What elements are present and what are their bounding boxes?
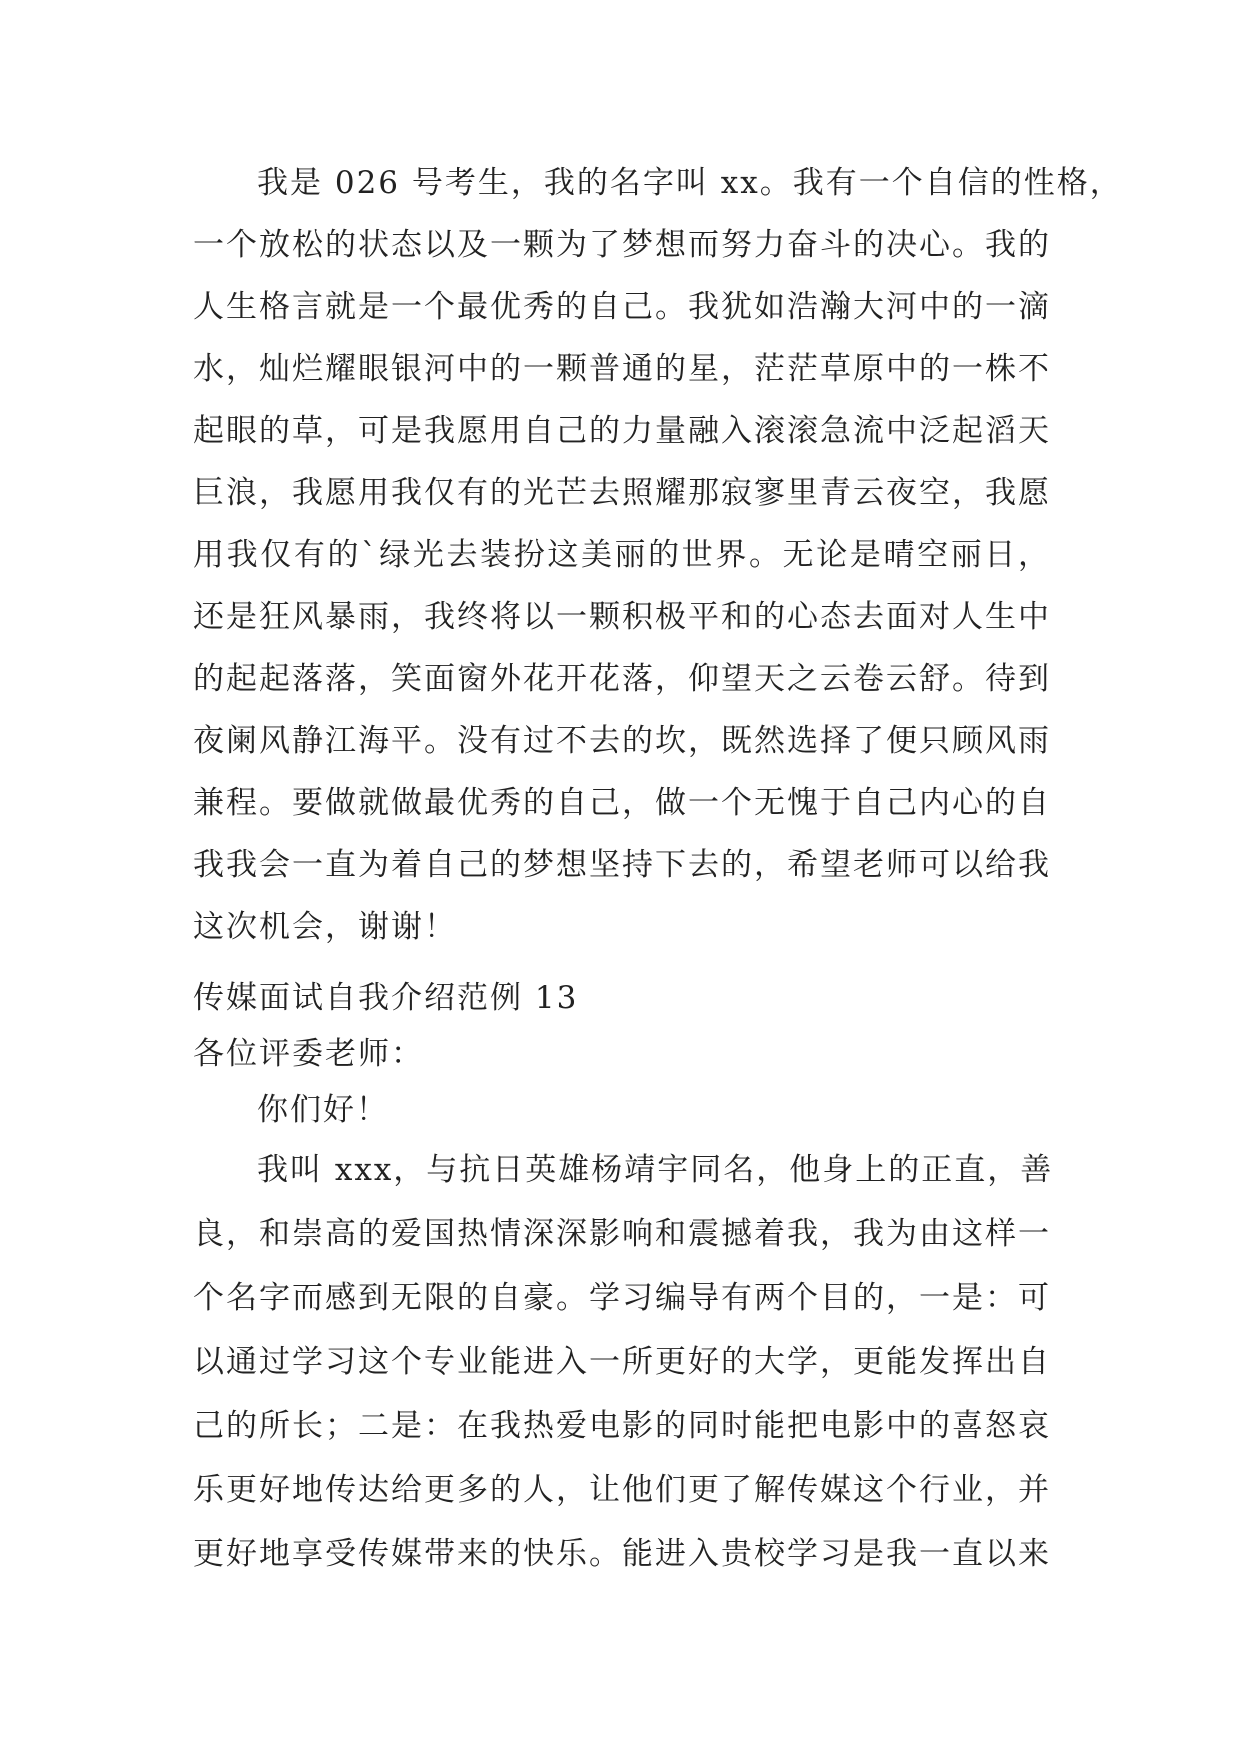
section-paragraph <box>193 1138 1054 1586</box>
paragraph-line: 水，灿烂耀眼银河中的一颗普通的星，茫茫草原中的一株不 <box>193 351 1051 387</box>
paragraph-line: 巨浪，我愿用我仅有的光芒去照耀那寂寥里青云夜空，我愿 <box>193 475 1051 511</box>
salutation: 各位评委老师： <box>193 1036 424 1072</box>
paragraph-line: 乐更好地传达给更多的人，让他们更了解传媒这个行业，并 <box>193 1472 1051 1508</box>
paragraph-line: 人生格言就是一个最优秀的自己。我犹如浩瀚大河中的一滴 <box>193 289 1051 325</box>
paragraph-line: 我我会一直为着自己的梦想坚持下去的，希望老师可以给我 <box>193 847 1051 883</box>
section-heading: 传媒面试自我介绍范例 13 <box>193 980 579 1016</box>
paragraph-line: 更好地享受传媒带来的快乐。能进入贵校学习是我一直以来 <box>193 1536 1051 1572</box>
greeting: 你们好！ <box>257 1092 389 1128</box>
paragraph-line: 的起起落落，笑面窗外花开花落，仰望天之云卷云舒。待到 <box>193 661 1051 697</box>
paragraph-line: 用我仅有的`绿光去装扮这美丽的世界。无论是晴空丽日， <box>193 537 1051 573</box>
self-intro-paragraph <box>193 152 1123 958</box>
paragraph-line: 我是 026 号考生，我的名字叫 xx。我有一个自信的性格， <box>257 165 1123 201</box>
paragraph-line: 良，和崇高的爱国热情深深影响和震撼着我，我为由这样一 <box>193 1216 1051 1252</box>
paragraph-line: 一个放松的状态以及一颗为了梦想而努力奋斗的决心。我的 <box>193 227 1051 263</box>
paragraph-line: 个名字而感到无限的自豪。学习编导有两个目的，一是：可 <box>193 1280 1051 1316</box>
paragraph-line: 己的所长；二是：在我热爱电影的同时能把电影中的喜怒哀 <box>193 1408 1051 1444</box>
paragraph-line: 还是狂风暴雨，我终将以一颗积极平和的心态去面对人生中 <box>193 599 1051 635</box>
paragraph-line: 夜阑风静江海平。没有过不去的坎，既然选择了便只顾风雨 <box>193 723 1051 759</box>
example-section <box>193 970 1054 1586</box>
paragraph-line: 这次机会，谢谢！ <box>193 909 457 945</box>
paragraph-line: 我叫 xxx，与抗日英雄杨靖宇同名，他身上的正直，善 <box>257 1152 1054 1188</box>
paragraph-line: 以通过学习这个专业能进入一所更好的大学，更能发挥出自 <box>193 1344 1051 1380</box>
paragraph-line: 起眼的草，可是我愿用自己的力量融入滚滚急流中泛起滔天 <box>193 413 1051 449</box>
paragraph-line: 兼程。要做就做最优秀的自己，做一个无愧于自己内心的自 <box>193 785 1051 821</box>
